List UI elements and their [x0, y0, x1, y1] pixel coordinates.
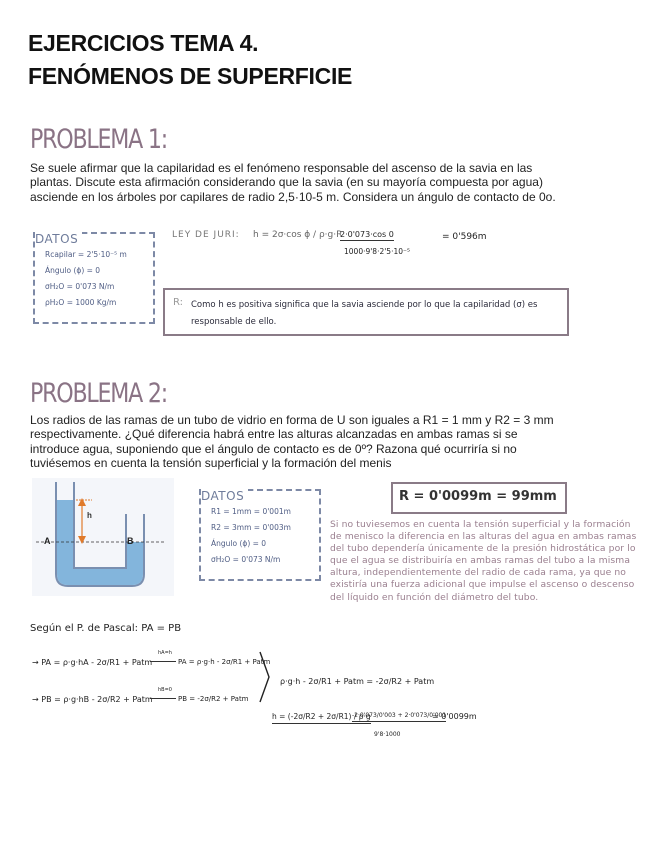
data-line: Ángulo (ϕ) = 0	[45, 266, 101, 275]
data-line: σH₂O = 0'073 N/m	[45, 282, 115, 291]
problem2-data-title: DATOS	[201, 489, 248, 503]
u-tube-diagram	[32, 478, 174, 596]
document-title-line1: EJERCICIOS TEMA 4.	[28, 30, 259, 56]
equation-b-arrow-label: hB=0	[158, 687, 172, 693]
problem2-data-box	[199, 489, 321, 581]
problem1-data-title: DATOS	[35, 232, 82, 246]
law-result: = 0'596m	[442, 232, 487, 242]
problem1-heading: PROBLEMA 1:	[30, 124, 167, 155]
problem1-answer-box	[163, 288, 569, 336]
label-a: A	[44, 536, 51, 546]
data-line: Ángulo (ϕ) = 0	[211, 539, 267, 548]
equation-a-arrow-label: hA=h	[158, 650, 172, 656]
equation-h: h = (-2σ/R2 + 2σ/R1) / ρ·g	[272, 712, 371, 724]
law-formula: h = 2σ·cos ϕ / ρ·g·R	[253, 230, 343, 240]
data-line: ρH₂O = 1000 Kg/m	[45, 298, 117, 307]
brace-icon	[258, 650, 272, 704]
law-label: LEY DE JURI:	[172, 230, 240, 240]
data-line: R1 = 1mm = 0'001m	[211, 507, 291, 516]
equation-h-denominator: 9'8·1000	[374, 731, 401, 738]
label-h: h	[87, 511, 92, 520]
problem2-result-box	[391, 482, 567, 514]
problem1-data-box	[33, 232, 155, 324]
arrow-line	[150, 661, 176, 662]
problem2-statement: Los radios de las ramas de un tubo de vidrio en forma de U son iguales a R1 = 1 mm y R2 = 3 mm respectivamente. ¿Qué diferencia habrá entre las alturas alcanzadas en ambas ramas si se introduce agua, suponiendo que el ángulo de contacto es de 0º? Razona qué ocurriría si no tuviésemos en cuenta la tensión superficial y la formación del menis	[30, 413, 554, 470]
problem1-answer: Como h es positiva significa que la savia asciende por lo que la capilaridad (σ) es responsable de ello.	[191, 300, 538, 327]
equation-a: → PA = ρ·g·hA - 2σ/R1 + Patm	[32, 658, 153, 667]
u-tube-figure	[32, 478, 174, 596]
label-b: B	[127, 536, 134, 546]
equation-combined: ρ·g·h - 2σ/R1 + Patm = -2σ/R2 + Patm	[280, 677, 435, 686]
equation-b-right: PB = -2σ/R2 + Patm	[178, 695, 249, 703]
problem2-result: R = 0'0099m = 99mm	[399, 489, 557, 504]
arrow-line	[150, 698, 176, 699]
document-title-line2: FENÓMENOS DE SUPERFICIE	[28, 63, 353, 89]
problem2-heading: PROBLEMA 2:	[30, 378, 167, 409]
equation-a-right: PA = ρ·g·h - 2σ/R1 + Patm	[178, 658, 271, 666]
equation-h-numerator: -2·0'073/0'003 + 2·0'073/0'001	[352, 712, 446, 722]
data-line: σH₂O = 0'073 N/m	[211, 555, 281, 564]
data-line: R2 = 3mm = 0'003m	[211, 523, 291, 532]
equation-b: → PB = ρ·g·hB - 2σ/R2 + Patm	[32, 695, 153, 704]
equation-h-result: = 0'0099m	[432, 712, 477, 721]
law-calc-denominator: 1000·9'8·2'5·10⁻⁵	[344, 247, 410, 256]
data-line: Rcapilar = 2'5·10⁻⁵ m	[45, 250, 127, 259]
problem2-explanation: Si no tuviesemos en cuenta la tensión superficial y la formación de menisco la diferencia en las alturas del agua en ambas ramas del tubo dependería únicamente de la presión hidrostática por lo que el agua se distribuiría en ambas ramas del tubo a la misma altura, independientemente del radio de cada rama, ya que no existiría una fuerza adicional que impulse el ascenso o descenso del líquido en función del diámetro del tubo.	[330, 519, 637, 603]
answer-prefix: R:	[173, 297, 184, 308]
law-calc-numerator: 2·0'073·cos 0	[340, 230, 394, 239]
problem1-statement: Se suele afirmar que la capilaridad es el fenómeno responsable del ascenso de la savia en las plantas. Discute esta afirmación considerando que la savia (en su mayoría compuesta por agua) asciende en los árboles por capilares de radio 2,5·10-5 m. Considera un ángulo de contacto de 0o.	[30, 161, 556, 204]
pascal-label: Según el P. de Pascal: PA = PB	[30, 623, 182, 634]
